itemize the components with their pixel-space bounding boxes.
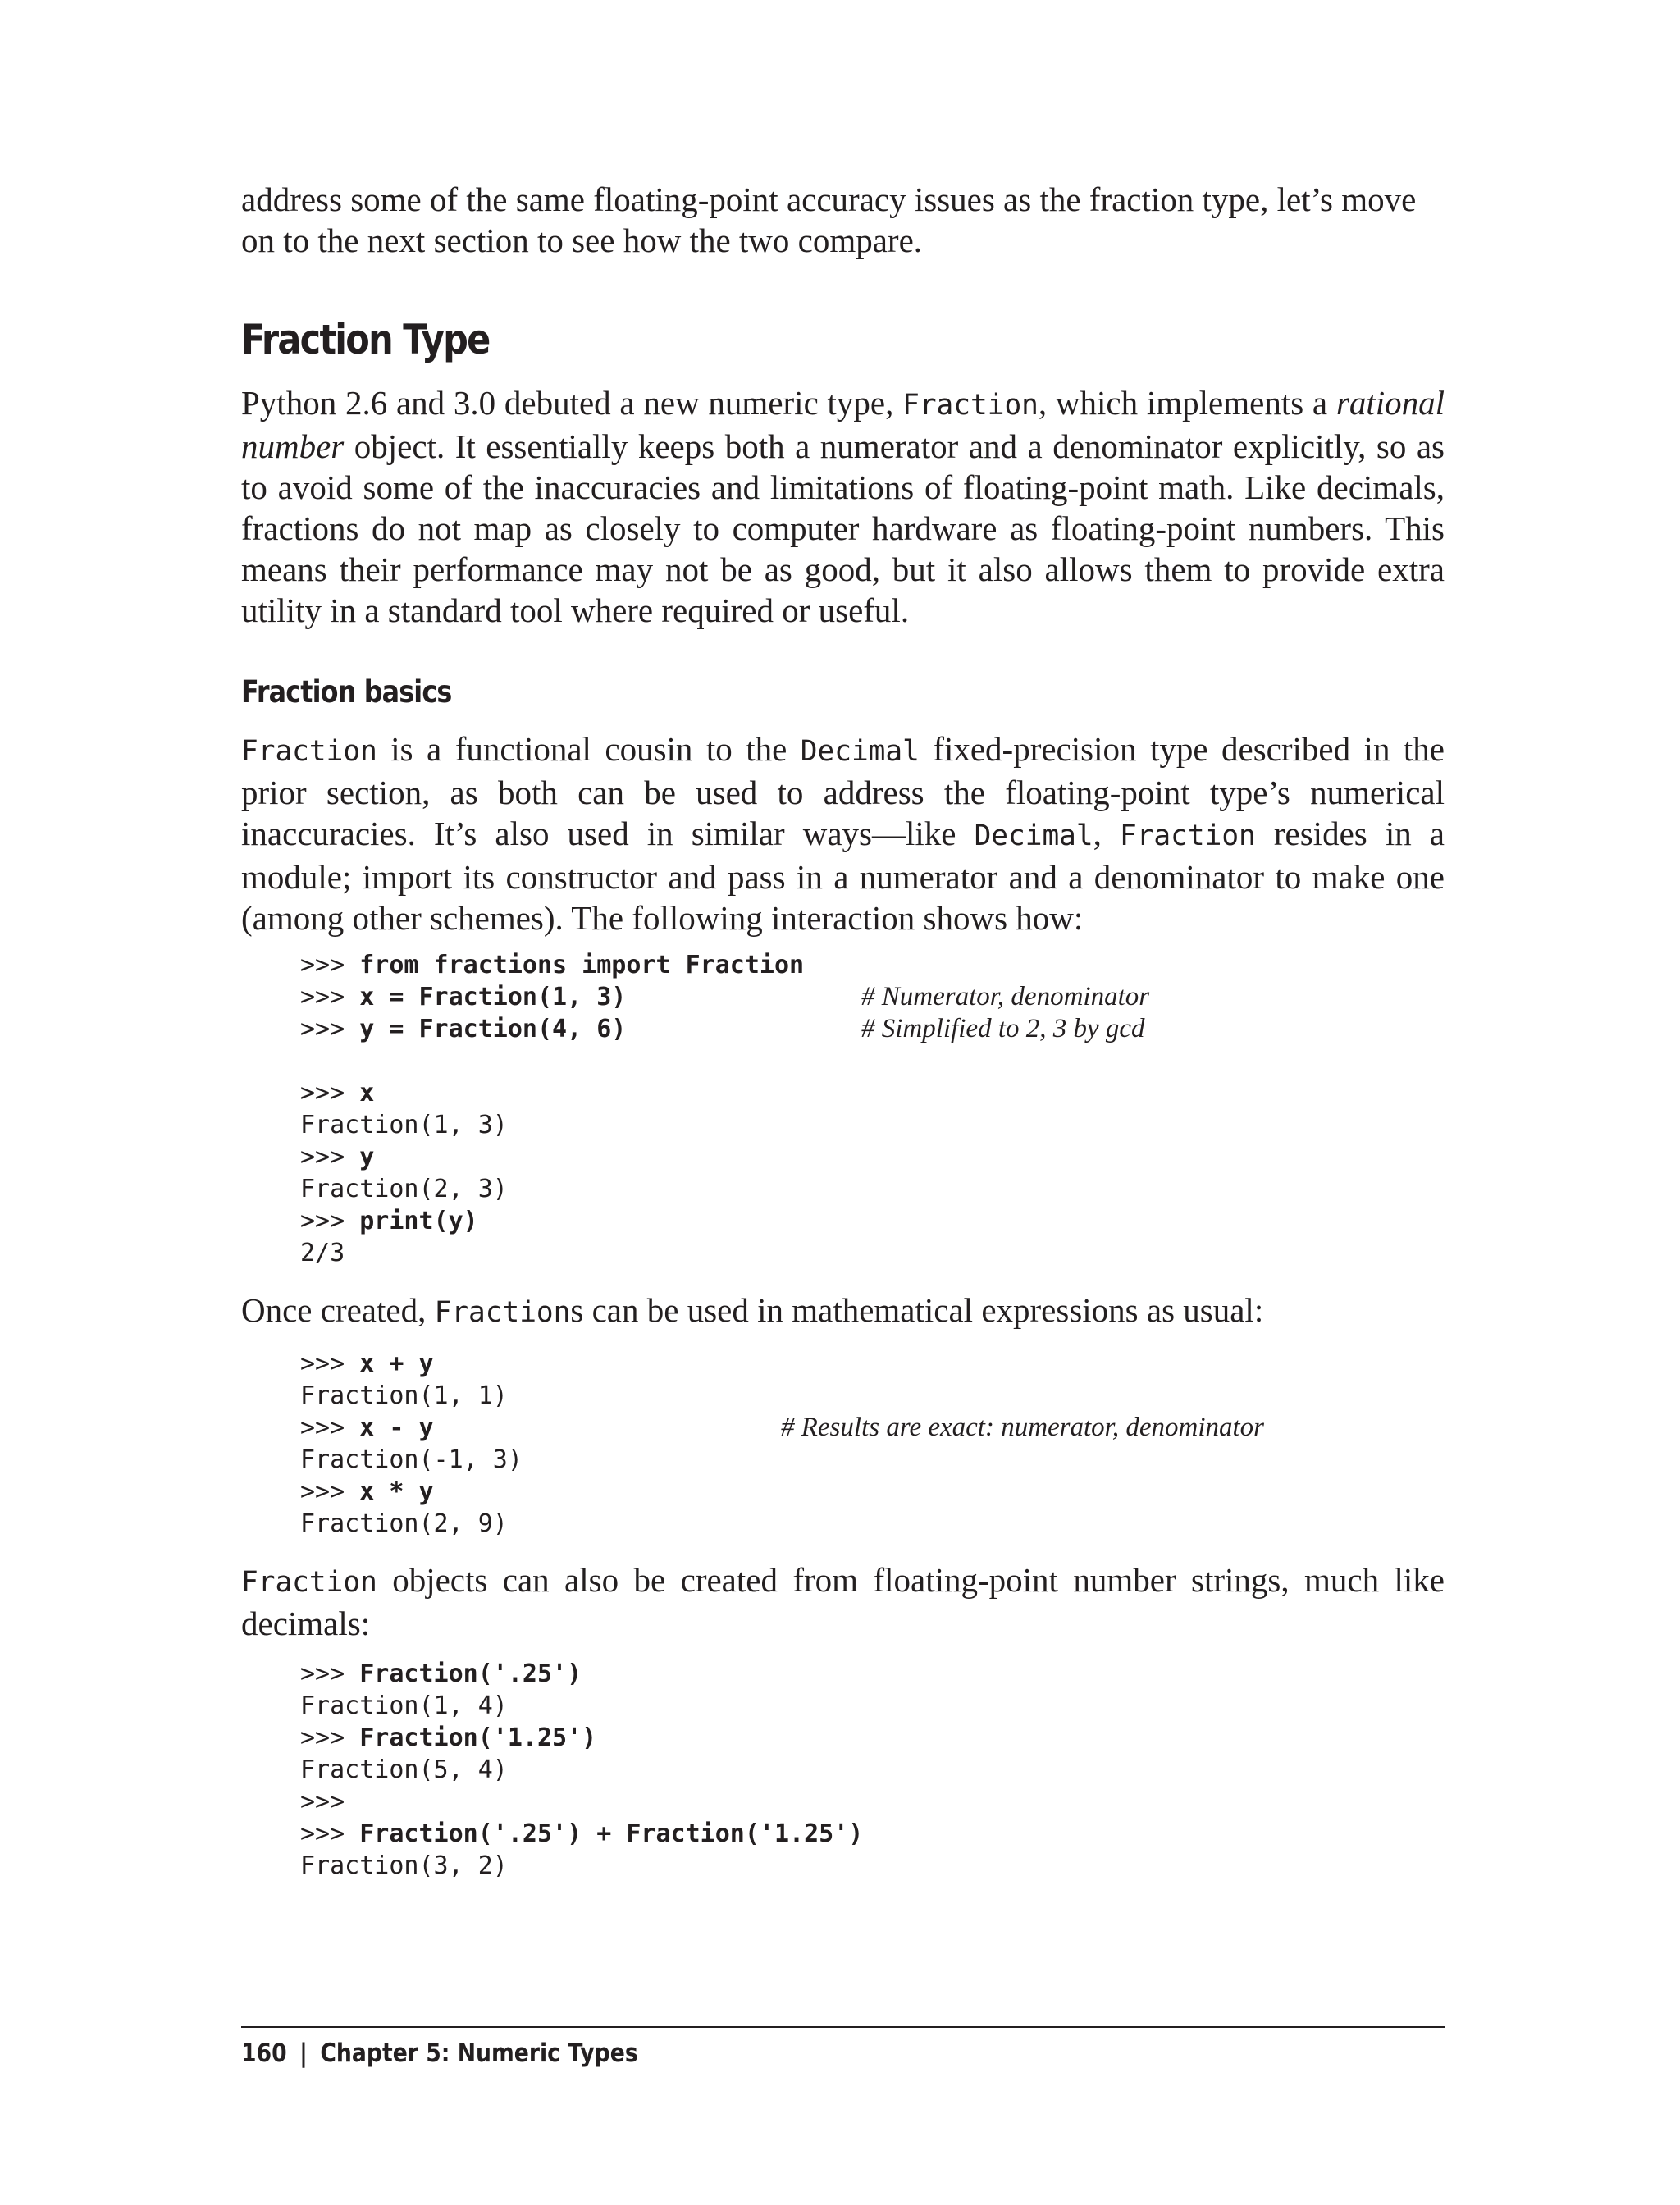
paragraph-3 [241, 1290, 1445, 1333]
chapter-title: Chapter 5: Numeric Types [320, 2038, 638, 2068]
para2-text-2: fixed-precision type described in the prior section, as both can be used to address the floating-point type’s numerical inaccuracies. It’s also used in similar ways—like [241, 730, 1445, 852]
para4-text-1: objects can also be created from floating-point number strings, much like decimals: [241, 1561, 1445, 1642]
paragraph-2 [241, 728, 1445, 938]
code-line [300, 949, 804, 981]
code-line [300, 1348, 523, 1380]
code-line [300, 1818, 863, 1850]
code-output: Fraction(1, 3) [300, 1111, 508, 1139]
para3-text-2: s can be used in mathematical expressions as usual: [570, 1291, 1264, 1329]
code-input: Fraction('.25') [359, 1659, 582, 1688]
para2-code-fraction: Fraction [241, 735, 377, 768]
code-input: x * y [359, 1477, 434, 1506]
code-blank-line [300, 1045, 804, 1077]
paragraph-1 [241, 382, 1445, 631]
code-block-2 [300, 1348, 1265, 1540]
code-line [300, 1205, 804, 1237]
code-output: 2/3 [300, 1239, 345, 1267]
code-block-3 [300, 1658, 863, 1882]
code-output: Fraction(1, 1) [300, 1381, 508, 1410]
code-comment: # Numerator, denominator [861, 982, 1150, 1011]
para1-code-fraction: Fraction [902, 389, 1039, 422]
code-output: Fraction(-1, 3) [300, 1445, 523, 1474]
code-input: x = Fraction(1, 3) [359, 983, 627, 1011]
para2-code-decimal: Decimal [800, 735, 920, 768]
code-comment: # Results are exact: numerator, denominator [781, 1413, 1265, 1442]
intro-line-1: address some of the same floating-point accuracy issues as the fraction type, let’s move [241, 180, 1417, 218]
para3-text-1: Once created, [241, 1291, 435, 1329]
prompt: >>> [300, 1207, 360, 1235]
code-output: Fraction(2, 9) [300, 1509, 508, 1538]
para1-emphasis: rational number [241, 384, 1445, 465]
code-output: Fraction(1, 4) [300, 1691, 508, 1720]
code-input: y = Fraction(4, 6) [359, 1015, 627, 1043]
footer-separator: | [299, 2038, 308, 2068]
code-input: x + y [359, 1349, 434, 1378]
code-line [300, 1722, 863, 1754]
section-heading: Fraction Type [241, 316, 490, 363]
code-output: Fraction(3, 2) [300, 1851, 508, 1880]
code-line [300, 1013, 1145, 1045]
code-input: from fractions import Fraction [359, 951, 805, 979]
intro-line-2: on to the next section to see how the two compare. [241, 221, 923, 259]
prompt: >>> [300, 1349, 360, 1378]
prompt: >>> [300, 1723, 360, 1752]
intro-paragraph [241, 179, 1445, 261]
code-line [300, 981, 1150, 1013]
para4-code-fraction: Fraction [241, 1566, 377, 1599]
para1-text-3: object. It essentially keeps both a numerator and a denominator explicitly, so as to avoid some of the inaccuracies and limitations of floating-point math. Like decimals, fractions do not map as closely to computer hardware as floating-point numbers. This means their performance may not be as good, but it also allows them to provide extra utility in a standard tool where required or useful. [241, 427, 1445, 629]
prompt: >>> [300, 1015, 360, 1043]
code-comment: # Simplified to 2, 3 by gcd [861, 1014, 1145, 1043]
code-input: Fraction('.25') + Fraction('1.25') [359, 1819, 864, 1848]
code-input: print(y) [359, 1207, 478, 1235]
subsection-heading-block [241, 674, 1445, 710]
page-footer [241, 2037, 638, 2070]
code-line [300, 1141, 804, 1173]
para1-text-2: , which implements a [1038, 384, 1336, 422]
code-line [300, 1786, 863, 1818]
code-input: Fraction('1.25') [359, 1723, 597, 1752]
para1-text-1: Python 2.6 and 3.0 debuted a new numeric type, [241, 384, 903, 422]
para2-text-4: resides in a module; import its constructor and pass in a numerator and a denominator to make one (among other schemes). The following interaction shows how: [241, 815, 1445, 937]
page-number: 160 [241, 2038, 287, 2068]
prompt: >>> [300, 1477, 360, 1506]
code-output: Fraction(2, 3) [300, 1175, 508, 1203]
code-line [300, 1476, 523, 1508]
prompt: >>> [300, 1413, 360, 1442]
footer-rule [241, 2026, 1445, 2028]
code-output: Fraction(5, 4) [300, 1755, 508, 1784]
para3-code-fraction: Fraction [434, 1296, 571, 1329]
subsection-heading: Fraction basics [241, 674, 452, 710]
prompt: >>> [300, 1143, 360, 1171]
code-block-1 [300, 949, 1150, 1269]
prompt: >>> [300, 951, 360, 979]
section-heading-block [241, 315, 1445, 364]
code-input: y [359, 1143, 375, 1171]
prompt: >>> [300, 1659, 360, 1688]
prompt: >>> [300, 1787, 345, 1816]
paragraph-4 [241, 1559, 1445, 1644]
prompt: >>> [300, 983, 360, 1011]
para2-text-1: is a functional cousin to the [377, 730, 801, 768]
code-line [300, 1077, 804, 1109]
para2-text-3: , [1093, 815, 1120, 852]
para2-code-fraction-2: Fraction [1119, 819, 1256, 852]
para2-code-decimal-2: Decimal [974, 819, 1093, 852]
prompt: >>> [300, 1819, 360, 1848]
code-line [300, 1412, 1265, 1444]
code-input: x - y [359, 1413, 434, 1442]
code-input: x [359, 1079, 375, 1107]
prompt: >>> [300, 1079, 360, 1107]
code-line [300, 1658, 863, 1690]
